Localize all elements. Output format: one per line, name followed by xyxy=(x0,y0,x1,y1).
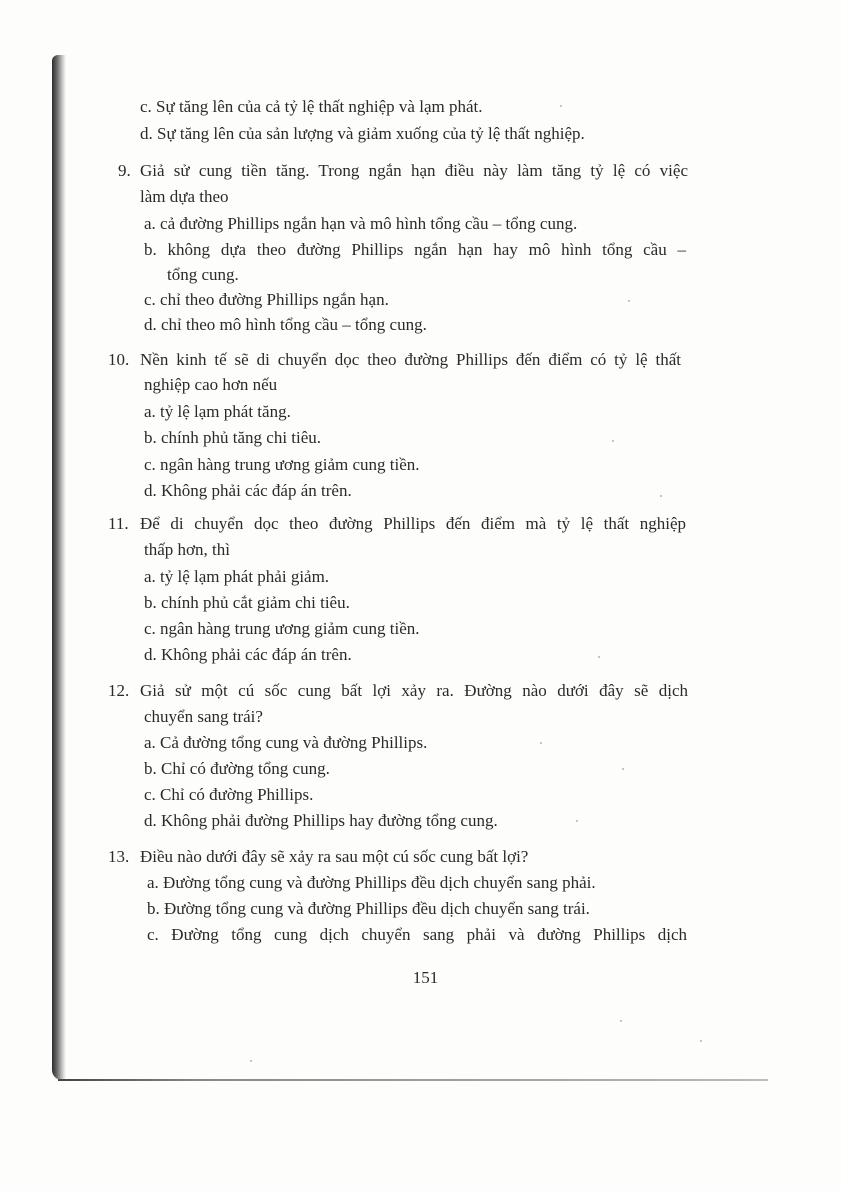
q13-option-c: c. Đường tổng cung dịch chuyển sang phải và đường Phillips dịch xyxy=(147,925,687,944)
q11-option-a: a. tỷ lệ lạm phát phải giảm. xyxy=(144,567,330,586)
scan-speck xyxy=(622,768,624,770)
q10-stem-line2: nghiệp cao hơn nếu xyxy=(144,375,278,394)
q11-option-c: c. ngân hàng trung ương giảm cung tiền. xyxy=(144,619,420,638)
scan-speck xyxy=(560,105,562,107)
q11-number: 11. xyxy=(108,514,129,533)
q13-stem: Điều nào dưới đây sẽ xảy ra sau một cú sốc cung bất lợi? xyxy=(140,847,529,866)
page-number: 151 xyxy=(412,968,439,987)
q8-option-c: c. Sự tăng lên của cả tỷ lệ thất nghiệp và lạm phát. xyxy=(140,97,483,116)
q10-option-c: c. ngân hàng trung ương giảm cung tiền. xyxy=(144,455,420,474)
scan-speck xyxy=(628,300,630,302)
q10-option-b: b. chính phủ tăng chi tiêu. xyxy=(144,428,322,447)
scan-speck xyxy=(576,820,578,822)
scan-bottom-edge xyxy=(58,1079,768,1081)
q9-option-d: d. chỉ theo mô hình tổng cầu – tổng cung. xyxy=(144,315,427,334)
q9-option-b-line2: tổng cung. xyxy=(167,265,239,284)
scan-speck xyxy=(700,1040,702,1042)
q12-stem-line1: Giả sử một cú sốc cung bất lợi xảy ra. Đường nào dưới đây sẽ dịch xyxy=(140,681,688,700)
q12-option-b: b. Chỉ có đường tổng cung. xyxy=(144,759,330,778)
q9-option-b-line1: b. không dựa theo đường Phillips ngắn hạn hay mô hình tổng cầu – xyxy=(144,240,686,259)
scan-speck xyxy=(620,1020,622,1022)
q11-option-d: d. Không phải các đáp án trên. xyxy=(144,645,352,664)
scan-speck xyxy=(540,742,542,744)
q11-stem-line1: Để di chuyển dọc theo đường Phillips đến điểm mà tỷ lệ thất nghiệp xyxy=(140,514,686,533)
q13-option-a: a. Đường tổng cung và đường Phillips đều dịch chuyển sang phải. xyxy=(147,873,596,892)
q9-stem-line1: Giả sử cung tiền tăng. Trong ngắn hạn điều này làm tăng tỷ lệ có việc xyxy=(140,161,688,180)
q8-option-d: d. Sự tăng lên của sản lượng và giảm xuống của tỷ lệ thất nghiệp. xyxy=(140,124,585,143)
q12-stem-line2: chuyển sang trái? xyxy=(144,707,263,726)
q9-option-c: c. chỉ theo đường Phillips ngắn hạn. xyxy=(144,290,389,309)
q10-stem-line1: Nền kinh tế sẽ di chuyển dọc theo đường Phillips đến điểm có tỷ lệ thất xyxy=(140,350,681,369)
q9-stem-line2: làm dựa theo xyxy=(140,187,229,206)
q11-stem-line2: thấp hơn, thì xyxy=(144,540,230,559)
scan-speck xyxy=(612,440,614,442)
q10-option-d: d. Không phải các đáp án trên. xyxy=(144,481,352,500)
q12-option-d: d. Không phải đường Phillips hay đường tổng cung. xyxy=(144,811,498,830)
q13-option-b: b. Đường tổng cung và đường Phillips đều dịch chuyển sang trái. xyxy=(147,899,590,918)
scan-speck xyxy=(598,656,600,658)
q12-number: 12. xyxy=(108,681,130,700)
q10-number: 10. xyxy=(108,350,130,369)
q9-number: 9. xyxy=(118,161,131,180)
q10-option-a: a. tỷ lệ lạm phát tăng. xyxy=(144,402,291,421)
q9-option-a: a. cả đường Phillips ngắn hạn và mô hình tổng cầu – tổng cung. xyxy=(144,214,578,233)
q12-option-c: c. Chỉ có đường Phillips. xyxy=(144,785,314,804)
scan-edge-shadow xyxy=(52,55,66,1080)
q11-option-b: b. chính phủ cắt giảm chi tiêu. xyxy=(144,593,350,612)
q12-option-a: a. Cả đường tổng cung và đường Phillips. xyxy=(144,733,428,752)
q13-number: 13. xyxy=(108,847,130,866)
scan-speck xyxy=(660,495,662,497)
scan-speck xyxy=(250,1060,252,1062)
